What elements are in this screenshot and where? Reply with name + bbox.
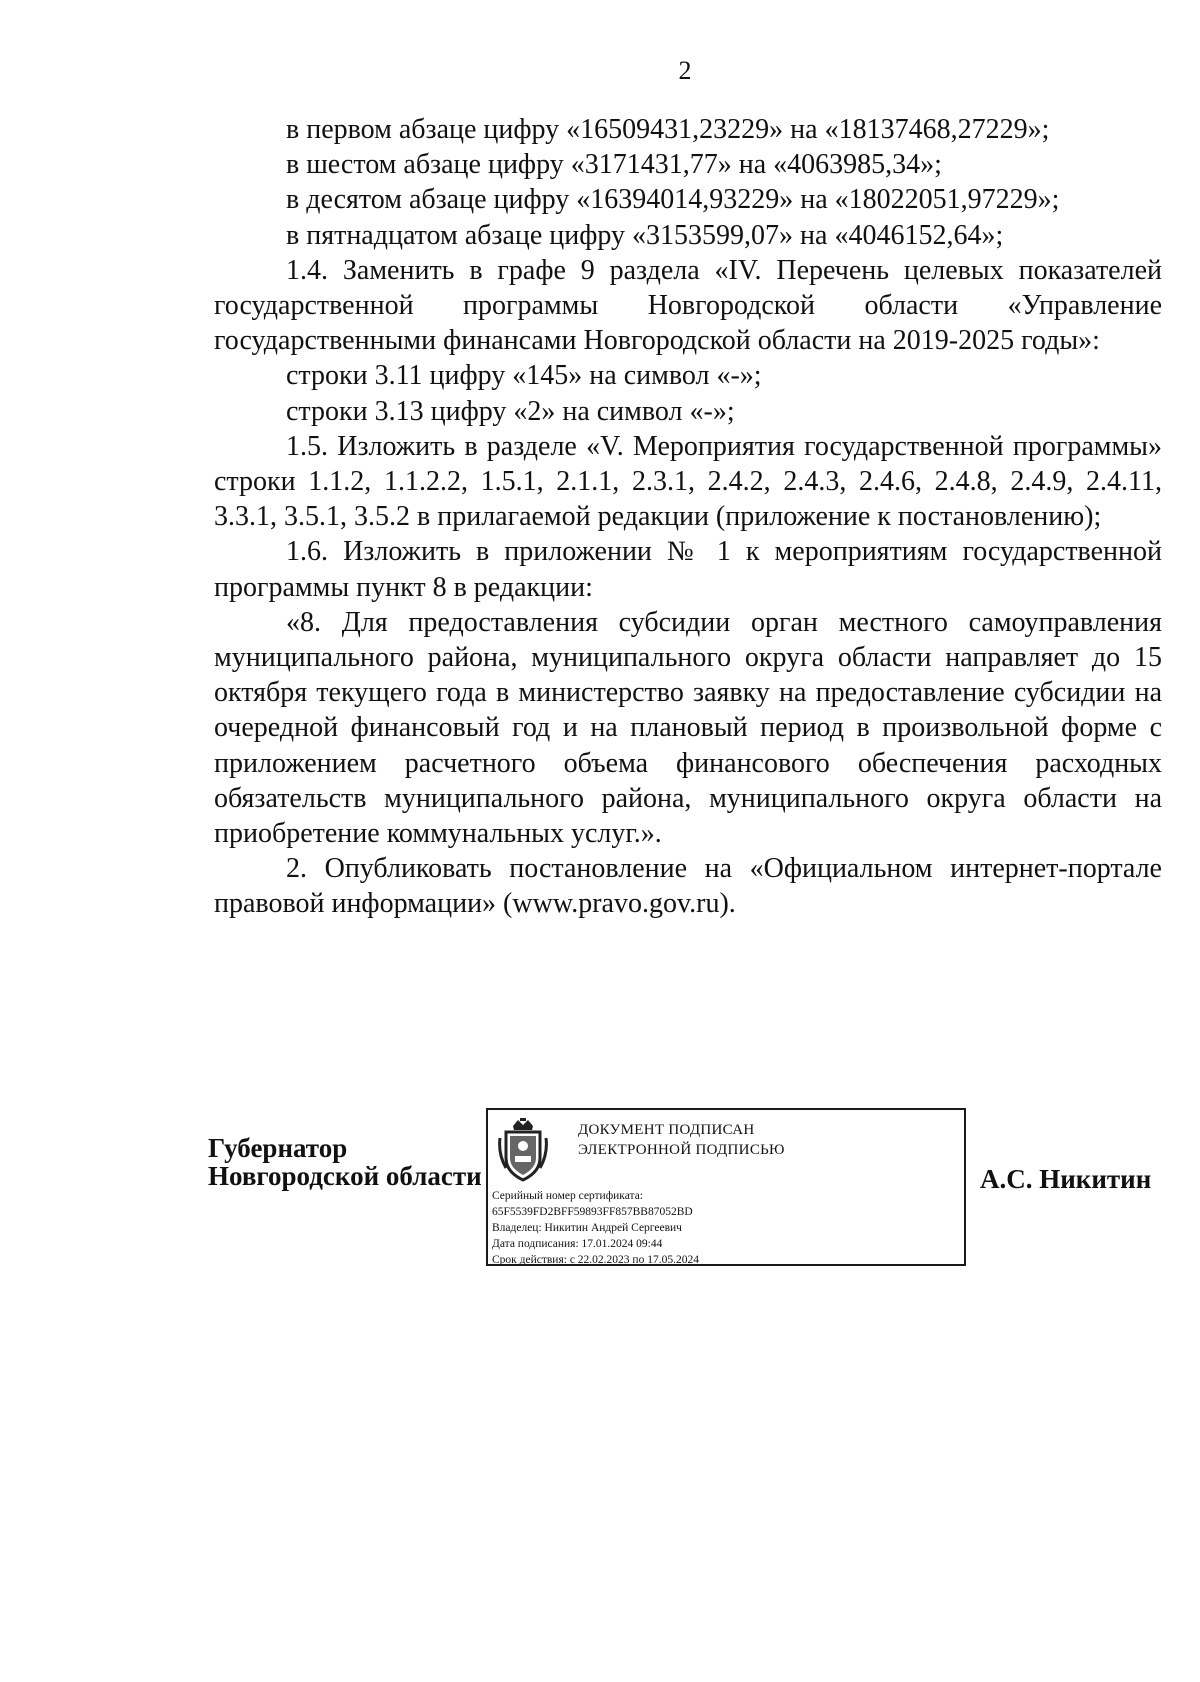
certificate-serial-value: 65F5539FD2BFF59893FF857BB87052BD [492,1206,693,1218]
certificate-validity: Срок действия: с 22.02.2023 по 17.05.2024 [492,1254,699,1266]
certificate-serial-label: Серийный номер сертификата: [492,1190,643,1202]
amendment-line: строки 3.13 цифру «2» на символ «-»; [286,395,735,427]
signer-position-line: Губернатор [208,1133,348,1163]
paragraph-1-5: 1.5. Изложить в разделе «V. Мероприятия государственной программы» строки 1.1.2, 1.1.2.2, 1.5.1, 2.1.1, 2.3.1, 2.4.2, 2.4.3, 2.4.6, 2.4.8, 2.4.9, 2.4.11, 3.3.1, 3.5.1, 3.5.2 в прилагаемой редакции (приложение к постановлению); [214,430,1162,533]
paragraph-1-6: 1.6. Изложить в приложении № 1 к мероприятиям государственной программы пункт 8 в редакции: [214,536,1162,603]
document-body [214,112,1162,922]
amendment-line: в шестом абзаце цифру «3171431,77» на «4063985,34»; [286,149,942,181]
stamp-details [492,1188,699,1268]
signer-position-line: Новгородской области [208,1161,482,1191]
coat-of-arms-icon [498,1118,548,1182]
stamp-heading-line: ЭЛЕКТРОННОЙ ПОДПИСЬЮ [578,1142,785,1158]
signing-date: Дата подписания: 17.01.2024 09:44 [492,1238,663,1250]
signer-name: А.С. Никитин [980,1164,1152,1194]
amendment-line: в пятнадцатом абзаце цифру «3153599,07» на «4046152,64»; [286,219,1004,251]
stamp-heading [568,1120,948,1160]
amendment-line: в первом абзаце цифру «16509431,23229» на «18137468,27229»; [286,114,1050,145]
signature-block [0,1108,1200,1268]
amendment-line: в десятом абзаце цифру «16394014,93229» на «18022051,97229»; [286,184,1060,216]
electronic-signature-stamp [486,1108,966,1266]
amendment-line: строки 3.11 цифру «145» на символ «-»; [286,360,762,392]
signer-position [208,1134,482,1190]
certificate-owner: Владелец: Никитин Андрей Сергеевич [492,1222,682,1234]
page-number: 2 [678,56,692,85]
stamp-heading-line: ДОКУМЕНТ ПОДПИСАН [578,1122,755,1138]
paragraph-1-4: 1.4. Заменить в графе 9 раздела «IV. Перечень целевых показателей государственной программы Новгородской области «Управление государственными финансами Новгородской области на 2019-2025 годы»: [214,254,1162,357]
paragraph-item-8: «8. Для предоставления субсидии орган местного самоуправления муниципального района, муниципального округа области направляет до 15 октября текущего года в министерство заявку на предоставление субсидии на очередной финансовый год и на плановый период в произвольной форме с приложением расчетного объема финансового обеспечения расходных обязательств муниципального района, муниципального округа области на приобретение коммунальных услуг.». [214,606,1162,850]
paragraph-2: 2. Опубликовать постановление на «Официальном интернет-портале правовой информации» (www.pravo.gov.ru). [214,853,1162,920]
